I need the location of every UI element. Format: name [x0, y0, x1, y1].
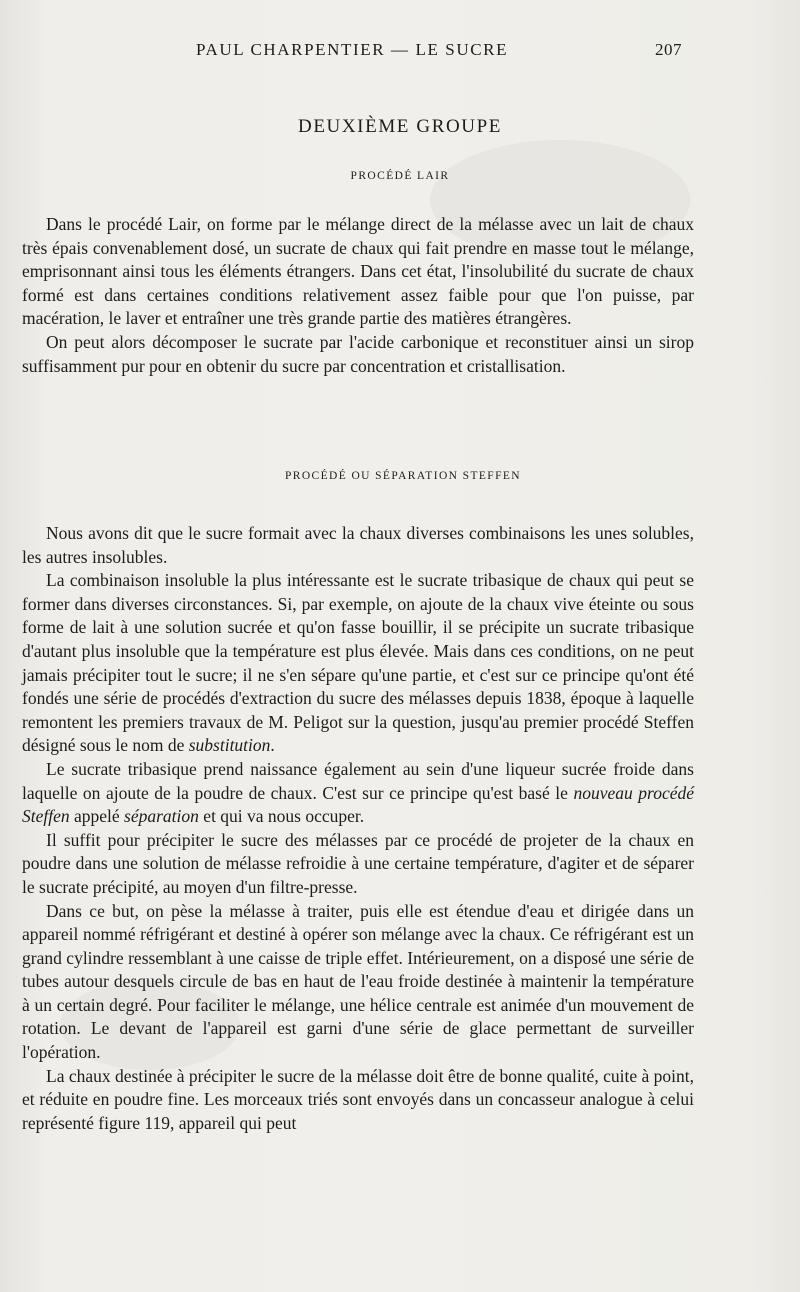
- paragraph: On peut alors décomposer le sucrate par l'acide carbonique et reconstituer ainsi un sirop suffisamment pur pour en obtenir du sucre par concentration et cristallisation.: [22, 331, 694, 376]
- paragraph: [22, 758, 694, 829]
- running-title: PAUL CHARPENTIER — LE SUCRE: [196, 40, 509, 59]
- paragraph-text: .: [270, 735, 275, 756]
- paragraph: La chaux destinée à précipiter le sucre de la mélasse doit être de bonne qualité, cuite à point, et réduite en poudre fine. Les morceaux triés sont envoyés dans un concasseur analogue à celui représenté figure 119, appareil qui peut: [22, 1065, 694, 1133]
- paragraph-text: Le sucrate tribasique prend naissance également au sein d'une liqueur sucrée froide dans laquelle on ajoute de la poudre de chaux. C'est sur ce principe qu'est basé le: [22, 758, 694, 803]
- emphasis-term: séparation: [124, 806, 199, 827]
- section-title-steffen: PROCÉDÉ OU SÉPARATION STEFFEN: [284, 470, 522, 482]
- emphasis-term: nouveau procédé Steffen: [22, 782, 695, 827]
- paragraph: Il suffit pour précipiter le sucre des mélasses par ce procédé de projeter de la chaux en poudre dans une solution de mélasse refroidie à une certaine température, d'agiter et de séparer le sucrate précipité, au moyen d'un filtre-presse.: [22, 829, 694, 897]
- group-title: DEUXIÈME GROUPE: [298, 116, 502, 137]
- paragraph-text: appelé: [74, 806, 120, 827]
- paragraph: Nous avons dit que le sucre formait avec la chaux diverses combinaisons les unes solubles, les autres insolubles.: [22, 523, 694, 567]
- running-head: [0, 40, 800, 64]
- page-number: 207: [655, 40, 682, 59]
- section-steffen-body: [22, 522, 694, 1135]
- paragraph-text: La combinaison insoluble la plus intéressante est le sucrate tribasique de chaux qui peut se former dans diverses circonstances. Si, par exemple, on ajoute de la chaux vive éteinte ou sous forme de lait à une solution sucrée et qu'on fasse bouillir, il se précipite un sucrate tribasique d'autant plus insoluble que la température est plus élevée. Mais dans ces conditions, on ne peut jamais précipiter tout le sucre; il ne s'en sépare qu'une partie, et c'est sur ce principe qu'ont été fondés une série de procédés d'extraction du sucre des mélasses depuis 1838, époque à laquelle remontent les premiers travaux de M. Peligot sur la question, jusqu'au premier procédé Steffen désigné sous le nom de: [22, 570, 694, 756]
- paragraph: Dans le procédé Lair, on forme par le mélange direct de la mélasse avec un lait de chaux très épais convenablement dosé, un sucrate de chaux qui fait prendre en masse tout le mélange, emprisonnant ainsi tous les éléments étrangers. Dans cet état, l'insolubilité du sucrate de chaux formé est dans certaines conditions relativement assez faible pour que l'on puisse, par macération, le laver et entraîner une très grande partie des matières étrangères.: [22, 214, 694, 329]
- emphasis-term: substitution: [188, 735, 271, 756]
- paragraph-text: et qui va nous occuper.: [203, 806, 365, 827]
- section-title-lair: PROCÉDÉ LAIR: [350, 170, 450, 182]
- section-lair-body: [22, 213, 694, 378]
- paragraph: [22, 569, 694, 758]
- paragraph: Dans ce but, on pèse la mélasse à traiter, puis elle est étendue d'eau et dirigée dans un appareil nommé réfrigérant et destiné à opérer son mélange avec la chaux. Ce réfrigérant est un grand cylindre ressemblant à une caisse de triple effet. Intérieurement, on a disposé une série de tubes autour desquels circule de bas en haut de l'eau froide destinée à maintenir la température à un certain degré. Pour faciliter le mélange, une hélice centrale est animée d'un mouvement de rotation. Le devant de l'appareil est garni d'une série de glace permettant de surveiller l'opération.: [22, 900, 694, 1063]
